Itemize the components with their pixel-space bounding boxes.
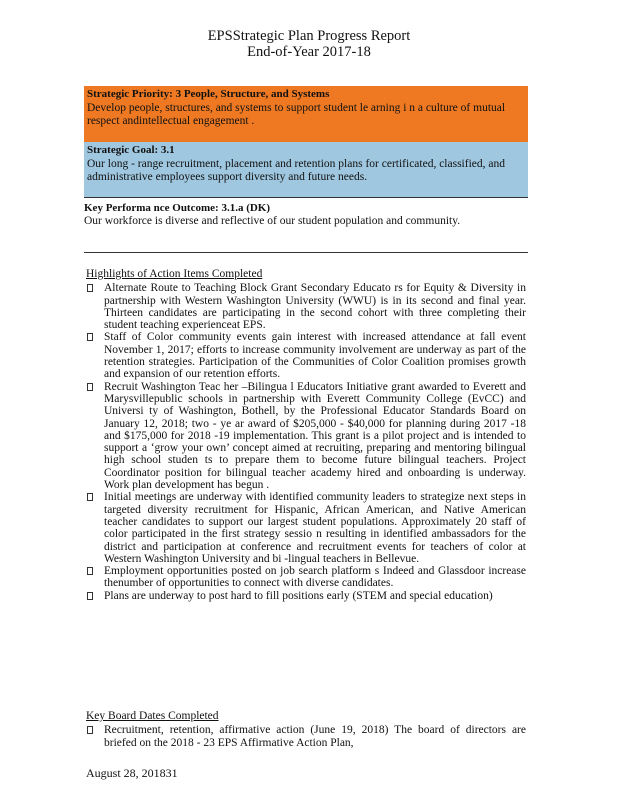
outcome-label: Key Performa nce Outcome: 3.1.a (DK) (84, 202, 271, 214)
highlights-section (86, 268, 526, 602)
page-footer: August 28, 201831 (86, 766, 178, 780)
key-performance-outcome (84, 202, 528, 228)
divider-top (84, 197, 528, 198)
bullet-box-icon (87, 493, 93, 501)
list-item-text: Staff of Color community events gain interest with increased attendance at fall event November 1, 2017; efforts to increase community involvement are underway as part of the retention strategies. Participation of the Communities of Color Coalition promises growth and expansion of our retention efforts. (104, 331, 526, 381)
strategic-priority-label: Strategic Priority: 3 People, Structure, and Systems (87, 88, 330, 100)
list-item (86, 491, 526, 565)
strategic-goal-text: Our long - range recruitment, placement and retention plans for certificated, classified, and administrative employees support diversity and future needs. (87, 158, 505, 183)
outcome-text: Our workforce is diverse and reflective of our student population and community. (84, 215, 461, 227)
list-item (86, 590, 526, 602)
strategic-priority-box (84, 86, 528, 142)
bullet-box-icon (87, 333, 93, 341)
list-item-text: Recruitment, retention, affirmative action (June 19, 2018) The board of directors are briefed on the 2018 - 23 EPS Affirmative Action Plan, (104, 724, 526, 749)
list-item-text: Plans are underway to post hard to fill positions early (STEM and special education) (104, 589, 493, 602)
highlights-list (86, 282, 526, 602)
list-item-text: Alternate Route to Teaching Block Grant Secondary Educato rs for Equity & Diversity in partnership with Western Washington University (WWU) is in its second and final year. Thirteen candidates are participating in the second cohort with three completing their student teaching experienceat EPS. (104, 282, 526, 332)
strategic-goal-box (84, 142, 528, 198)
list-item-text: Employment opportunities posted on job search platform s Indeed and Glassdoor increase thenumber of opportunities to connect with diverse candidates. (104, 565, 526, 590)
bullet-box-icon (87, 284, 93, 292)
bullet-box-icon (87, 567, 93, 575)
bullet-box-icon (87, 592, 93, 600)
strategic-priority-text: Develop people, structures, and systems to support student le arning i n a culture of mutual respect andintellectual engagement . (87, 102, 506, 127)
list-item-text: Initial meetings are underway with identified community leaders to strategize next steps in targeted diversity recruitment for Hispanic, African American, and Native American teacher candidates to support our largest student populations. Approximately 20 staff of color participated in the first strategy sessio n resulting in identified ambassadors for the district and participation at conference and recruitment events for teachers of color at Western Washington University and bi -lingual teachers in Bellevue. (104, 491, 526, 565)
strategic-goal-label: Strategic Goal: 3.1 (87, 144, 175, 156)
list-item-text: Recruit Washington Teac her –Bilingua l Educators Initiative grant awarded to Everett and Marysvillepublic schools in partnership with Everett Community College (EvCC) and Universi ty of Washington, Bothell, by the Professional Educator Standards Board on January 12, 2018; two - ye ar award of $205,000 - $40,000 for planning during 2017 -18 and $175,000 for 2018 -19 implementation. This grant is a pilot project and is intended to support a ‘grow your own’ concept aimed at recruiting, preparing and mentoring bilingual high school studen ts to prepare them to become future bilingual teachers. Project Coordinator position for bilingual teacher academy hired and onboarding is underway. Work plan development has begun . (104, 380, 526, 492)
list-item (86, 565, 526, 590)
board-dates-heading: Key Board Dates Completed (86, 710, 219, 722)
bullet-box-icon (87, 726, 93, 734)
board-dates-list (86, 724, 526, 749)
bullet-box-icon (87, 383, 93, 391)
board-dates-section (86, 710, 526, 749)
list-item (86, 724, 526, 749)
report-subtitle: End-of-Year 2017-18 (247, 44, 371, 60)
report-title: EPSStrategic Plan Progress Report (207, 28, 411, 44)
list-item (86, 331, 526, 380)
list-item (86, 381, 526, 492)
highlights-heading: Highlights of Action Items Completed (86, 268, 263, 280)
divider-bottom (84, 252, 528, 253)
list-item (86, 282, 526, 331)
